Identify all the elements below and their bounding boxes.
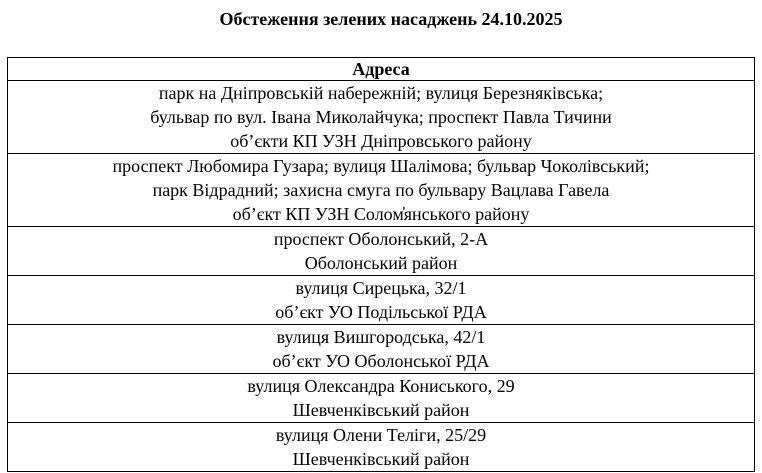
table-row <box>8 276 755 325</box>
table-row <box>8 154 755 227</box>
address-cell <box>8 423 755 472</box>
table-row <box>8 325 755 374</box>
address-line: вулиця Сирецька, 32/1 <box>295 278 467 298</box>
table-header-row <box>8 58 755 81</box>
table-row <box>8 423 755 472</box>
address-line: бульвар по вул. Івана Миколайчука; проспект Павла Тичини <box>150 107 612 127</box>
address-line: вулиця Олени Теліги, 25/29 <box>275 425 487 445</box>
address-line: об’єкт УО Подільської РДА <box>275 302 487 322</box>
address-cell <box>8 81 755 154</box>
address-line: Оболонський район <box>304 253 458 273</box>
address-line: об’єкт УО Оболонської РДА <box>272 351 490 371</box>
address-line: вулиця Вишгородська, 42/1 <box>276 327 486 347</box>
address-cell <box>8 154 755 227</box>
address-line: парк на Дніпровській набережній; вулиця Березняківська; <box>158 83 604 103</box>
table-row <box>8 81 755 154</box>
address-line: об’єкт КП УЗН Солом̓янського району <box>232 204 530 224</box>
address-cell <box>8 325 755 374</box>
table-row <box>8 374 755 423</box>
address-line: проспект Оболонський, 2-А <box>273 229 489 249</box>
address-line: проспект Любомира Гузара; вулиця Шалімова; бульвар Чоколівський; <box>112 156 650 176</box>
address-table <box>7 57 755 472</box>
address-line: Шевченківський район <box>292 400 470 420</box>
address-cell <box>8 227 755 276</box>
address-line: вулиця Олександра Кониського, 29 <box>247 376 515 396</box>
address-line: об’єкти КП УЗН Дніпровського району <box>230 131 532 151</box>
address-line: Шевченківський район <box>292 449 470 469</box>
address-cell <box>8 374 755 423</box>
document-title: Обстеження зелених насаджень 24.10.2025 <box>219 9 563 29</box>
address-cell <box>8 276 755 325</box>
address-line: парк Відрадний; захисна смуга по бульвару Вацлава Гавела <box>152 180 610 200</box>
column-header-address: Адреса <box>8 58 755 81</box>
table-row <box>8 227 755 276</box>
